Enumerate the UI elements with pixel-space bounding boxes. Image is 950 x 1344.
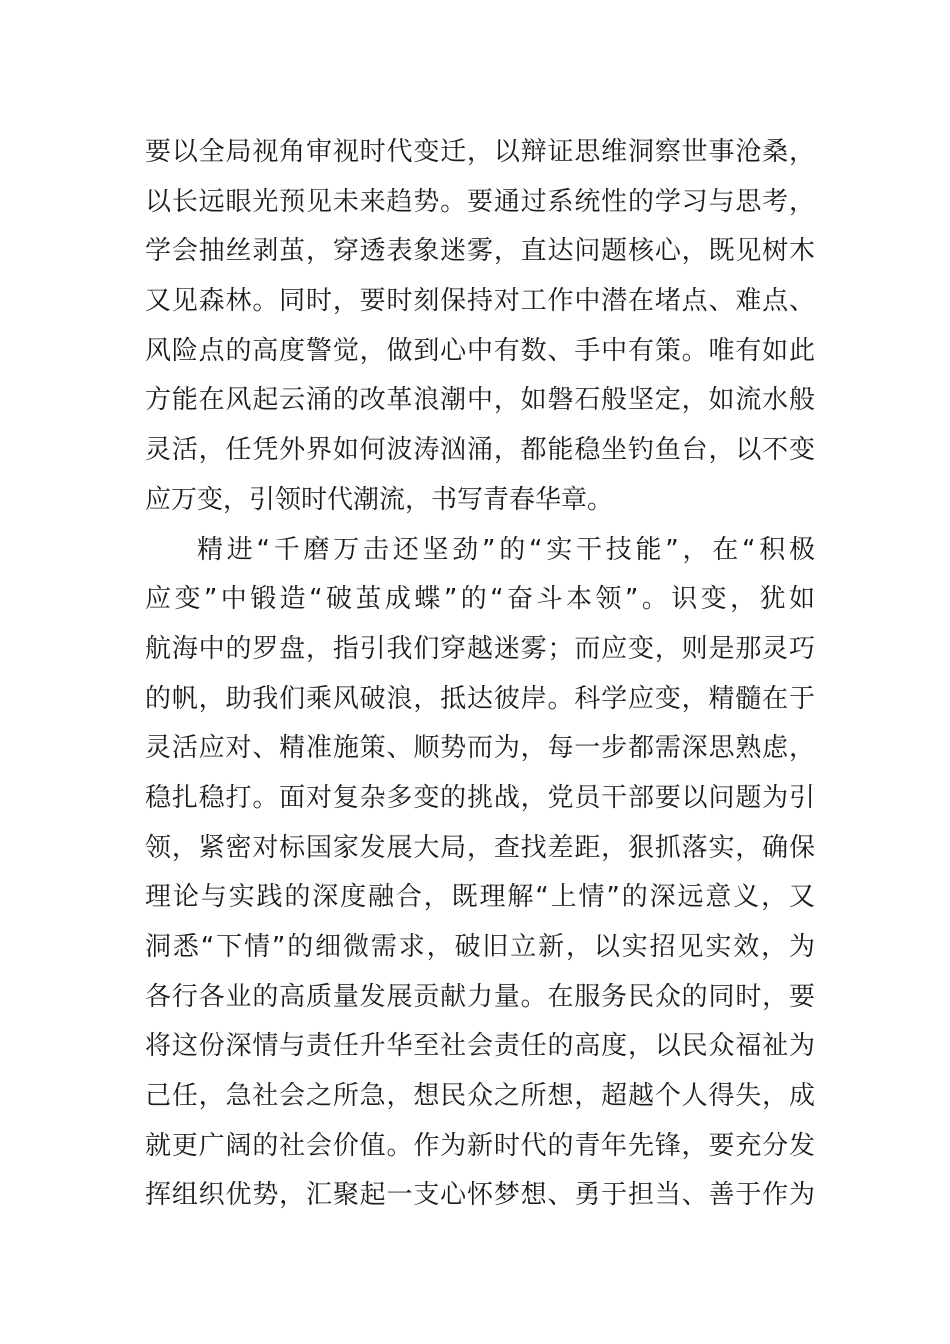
text-line: 就更广阔的社会价值。作为新时代的青年先锋，要充分发 [145,1130,815,1161]
text-line: 航海中的罗盘，指引我们穿越迷雾；而应变，则是那灵巧 [145,633,815,664]
text-line: 要以全局视角审视时代变迁，以辩证思维洞察世事沧桑， [145,137,815,167]
text-line: 精进“千磨万击还坚劲”的“实干技能”，在“积极 [197,534,815,565]
text-line: 以长远眼光预见未来趋势。要通过系统性的学习与思考， [145,186,815,217]
text-line: 学会抽丝剥茧，穿透表象迷雾，直达问题核心，既见树木 [145,236,815,267]
text-line: 又见森林。同时，要时刻保持对工作中潜在堵点、难点、 [145,286,815,317]
text-line: 灵活，任凭外界如何波涛汹涌，都能稳坐钓鱼台，以不变 [145,435,815,466]
text-line: 方能在风起云涌的改革浪潮中，如磐石般坚定，如流水般 [145,385,815,416]
text-line: 的帆，助我们乘风破浪，抵达彼岸。科学应变，精髓在于 [145,683,815,714]
text-line: 各行各业的高质量发展贡献力量。在服务民众的同时，要 [145,981,815,1012]
text-line: 领，紧密对标国家发展大局，查找差距，狠抓落实，确保 [145,832,815,863]
body-text [145,128,815,1221]
text-line: 应万变，引领时代潮流，书写青春华章。 [145,484,614,515]
text-line: 洞悉“下情”的细微需求，破旧立新，以实招见实效，为 [145,932,815,962]
text-line: 稳扎稳打。面对复杂多变的挑战，党员干部要以问题为引 [145,782,815,813]
text-line: 将这份深情与责任升华至社会责任的高度，以民众福祉为 [145,1031,815,1062]
text-line: 挥组织优势，汇聚起一支心怀梦想、勇于担当、善于作为 [145,1180,815,1211]
text-line: 己任，急社会之所急，想民众之所想，超越个人得失，成 [145,1081,815,1112]
text-line: 理论与实践的深度融合，既理解“上情”的深远意义，又 [145,882,815,913]
text-line: 灵活应对、精准施策、顺势而为，每一步都需深思熟虑， [145,733,815,764]
text-line: 应变”中锻造“破茧成蝶”的“奋斗本领”。识变，犹如 [145,584,815,615]
text-line: 风险点的高度警觉，做到心中有数、手中有策。唯有如此 [145,335,815,366]
